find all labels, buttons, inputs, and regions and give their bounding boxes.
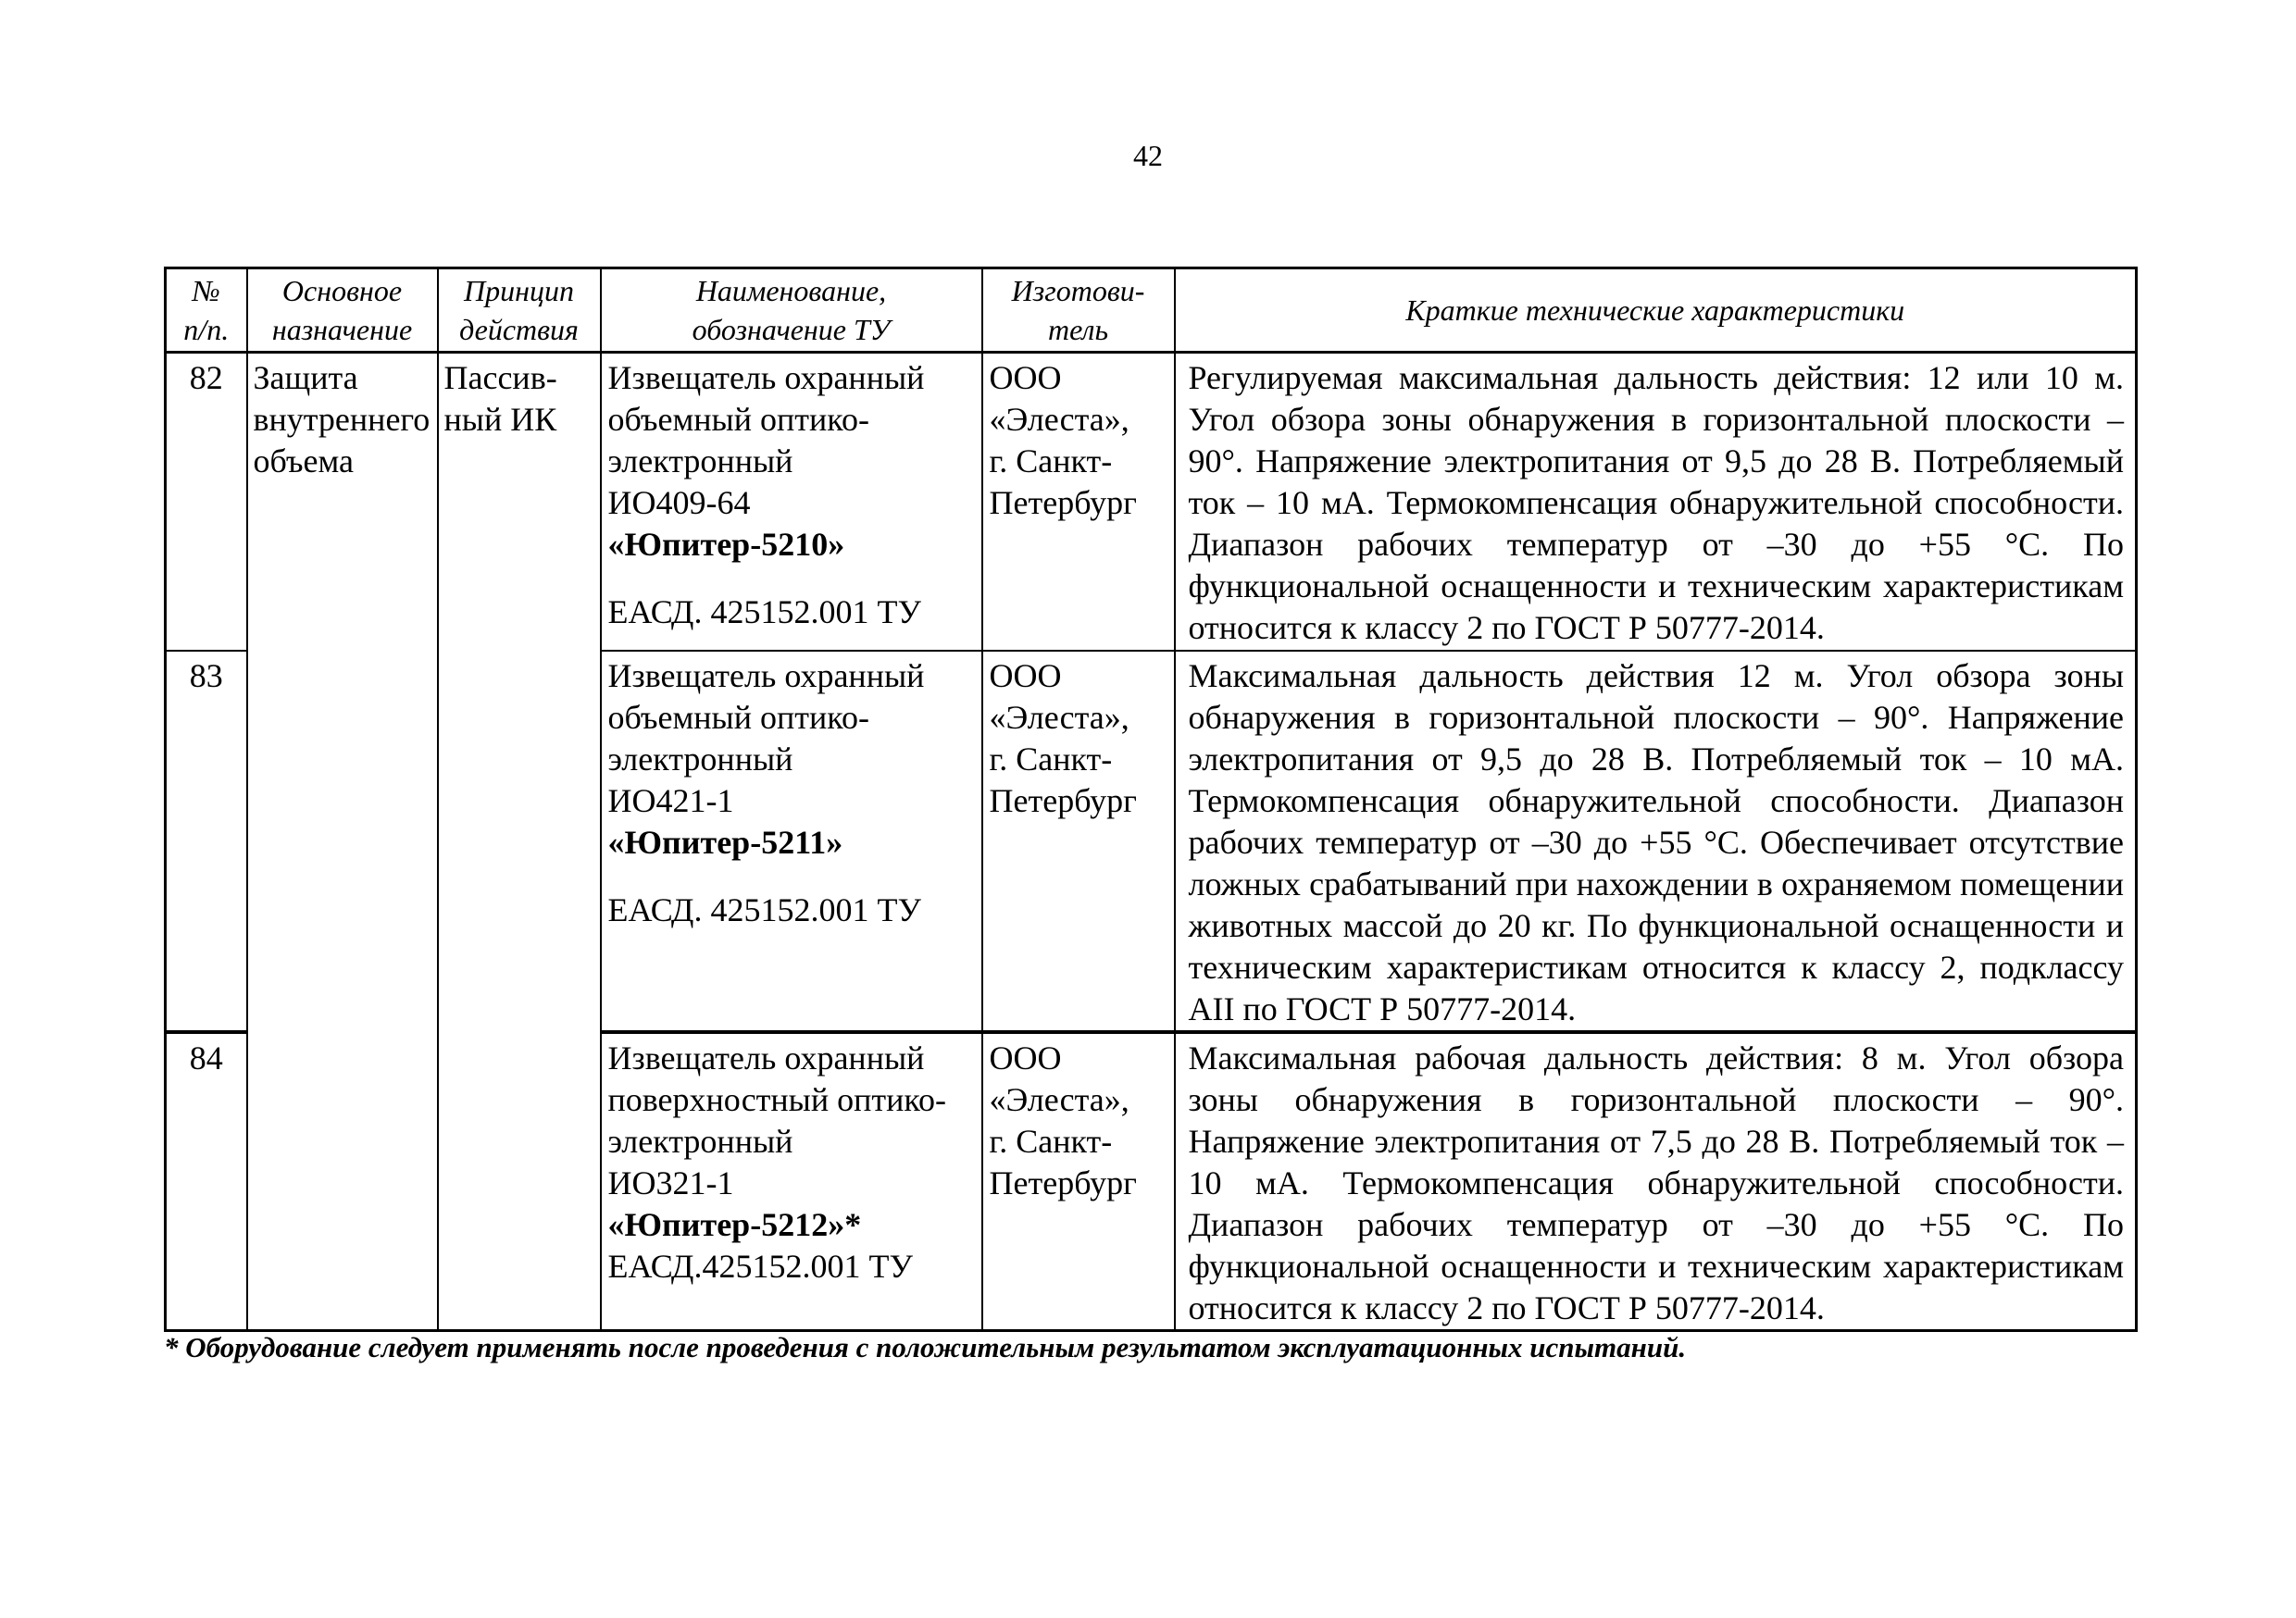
name-line: ИО321-1 <box>607 1164 734 1201</box>
row-number: 84 <box>166 1032 247 1331</box>
name-cell <box>601 651 982 1032</box>
header-spec: Краткие технические характеристики <box>1175 268 2137 353</box>
tu-designation: ЕАСД. 425152.001 ТУ <box>607 891 921 928</box>
header-name-line2: обозначение ТУ <box>692 313 891 346</box>
model-label: «Юпитер-5211» <box>607 824 843 861</box>
spec-cell: Регулируемая максимальная дальность действия: 12 или 10 м. Угол обзора зоны обнаружения в горизонтальной плоскости – 90°. Напряжение электропитания от 9,5 до 28 В. Потребляемый ток – 10 мА. Термокомпенсация обнаружительной способности. Диапазон рабочих температур от –30 до +55 °С. По функциональной оснащенности и техническим характеристикам относится к классу 2 по ГОСТ Р 50777-2014. <box>1175 353 2137 652</box>
name-line: Извещатель охранный <box>607 1039 925 1077</box>
page-number: 42 <box>1133 139 1163 172</box>
model-label: «Юпитер-5210» <box>607 526 845 563</box>
tu-designation: ЕАСД.425152.001 ТУ <box>607 1248 913 1285</box>
model-label: «Юпитер-5212» <box>607 1206 845 1243</box>
name-line: электронный <box>607 442 793 479</box>
header-num-line1: № <box>192 274 220 307</box>
name-line: Извещатель охранный <box>607 657 925 694</box>
name-line: объемный оптико- <box>607 699 869 736</box>
name-line: ИО421-1 <box>607 782 734 819</box>
name-line: электронный <box>607 1123 793 1160</box>
row-number: 82 <box>166 353 247 652</box>
table-header-row <box>166 268 2137 353</box>
header-maker-line2: тель <box>1047 313 1109 346</box>
name-line: ИО409-64 <box>607 484 751 521</box>
header-maker <box>982 268 1175 353</box>
tu-designation: ЕАСД. 425152.001 ТУ <box>607 593 921 630</box>
row-number: 83 <box>166 651 247 1032</box>
name-line: объемный оптико- <box>607 401 869 438</box>
equipment-spec-table <box>164 267 2138 1332</box>
header-num-line2: п/п. <box>183 313 230 346</box>
name-line: Извещатель охранный <box>607 359 925 396</box>
model-name <box>608 822 975 864</box>
principle-cell: Пассив- ный ИК <box>438 353 601 1331</box>
name-line: электронный <box>607 741 793 778</box>
spec-cell: Максимальная дальность действия 12 м. Угол обзора зоны обнаружения в горизонтальной плоскости – 90°. Напряжение электропитания от 9,5 до 28 В. Потребляемый ток – 10 мА. Термокомпенсация обнаружительной способности. Диапазон рабочих температур от –30 до +55 °С. Обеспечивает отсутствие ложных срабатываний при нахождении в охраняемом помещении животных массой до 20 кг. По функциональной оснащенности и техническим характеристикам относится к классу 2, подклассу АII по ГОСТ Р 50777-2014. <box>1175 651 2137 1032</box>
model-name <box>608 524 975 566</box>
maker-cell: ООО «Элеста», г. Санкт- Петербург <box>982 1032 1175 1331</box>
model-name <box>608 1204 975 1246</box>
header-purpose <box>247 268 438 353</box>
maker-cell: ООО «Элеста», г. Санкт- Петербург <box>982 353 1175 652</box>
header-name <box>601 268 982 353</box>
table-row <box>166 353 2137 652</box>
header-principle-line2: действия <box>459 313 579 346</box>
name-cell <box>601 353 982 652</box>
purpose-cell: Защита внутреннего объема <box>247 353 438 1331</box>
model-suffix: * <box>844 1206 862 1243</box>
spec-cell: Максимальная рабочая дальность действия: 8 м. Угол обзора зоны обнаружения в горизонтальной плоскости – 90°. Напряжение электропитания от 7,5 до 28 В. Потребляемый ток – 10 мА. Термокомпенсация обнаружительной способности. Диапазон рабочих температур от –30 до +55 °С. По функциональной оснащенности и техническим характеристикам относится к классу 2 по ГОСТ Р 50777-2014. <box>1175 1032 2137 1331</box>
spacer <box>608 864 975 890</box>
header-purpose-line2: назначение <box>271 313 413 346</box>
name-line: поверхностный оптико- <box>607 1081 947 1118</box>
header-maker-line1: Изготови- <box>1011 274 1145 307</box>
header-principle-line1: Принцип <box>464 274 574 307</box>
spacer <box>608 566 975 591</box>
header-name-line1: Наименование, <box>695 274 887 307</box>
maker-cell: ООО «Элеста», г. Санкт- Петербург <box>982 651 1175 1032</box>
header-num <box>166 268 247 353</box>
header-purpose-line1: Основное <box>281 274 403 307</box>
footnote: * Оборудование следует применять после проведения с положительным результатом эксплуатационных испытаний. <box>164 1331 1687 1363</box>
header-principle <box>438 268 601 353</box>
name-cell <box>601 1032 982 1331</box>
